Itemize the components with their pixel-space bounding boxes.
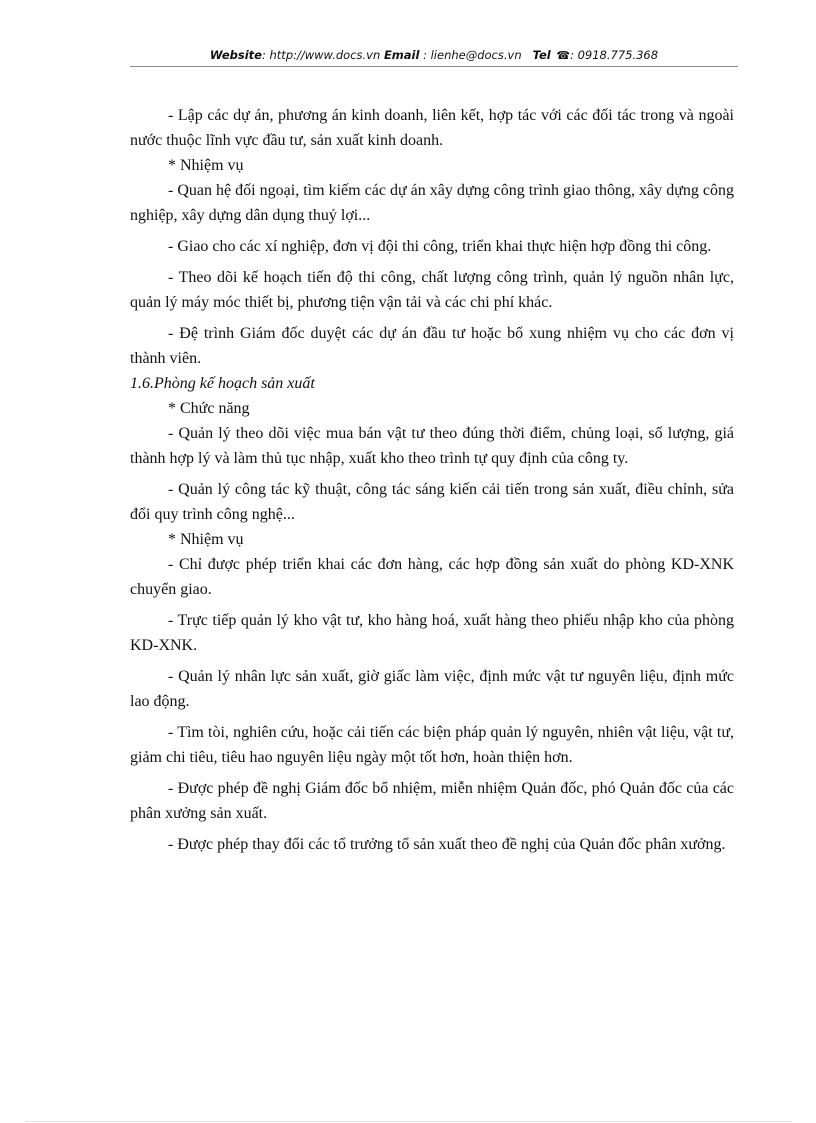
paragraph: - Quan hệ đối ngoại, tìm kiếm các dự án xây dựng công trình giao thông, xây dựng công nghiệp, xây dựng dân dụng thuỷ lợi... [130,182,734,224]
paragraph: - Quản lý công tác kỹ thuật, công tác sáng kiến cải tiến trong sản xuất, điều chỉnh, sửa đổi quy trình công nghệ... [130,481,734,523]
paragraph: - Quản lý nhân lực sản xuất, giờ giấc làm việc, định mức vật tư nguyên liệu, định mức lao động. [130,668,734,710]
document-body [130,103,734,863]
email-address[interactable]: : lienhe@docs.vn [419,48,522,62]
paragraph: - Chỉ được phép triển khai các đơn hàng, các hợp đồng sản xuất do phòng KD-XNK chuyển giao. [130,556,734,598]
paragraph: - Quản lý theo dõi việc mua bán vật tư theo đúng thời điểm, chủng loại, số lượng, giá thành hợp lý và làm thủ tục nhập, xuất kho theo trình tự quy định của công ty. [130,425,734,467]
paragraph: - Lập các dự án, phương án kinh doanh, liên kết, hợp tác với các đối tác trong và ngoài nước thuộc lĩnh vực đầu tư, sản xuất kinh doanh. [130,107,734,149]
paragraph: - Tìm tòi, nghiên cứu, hoặc cải tiến các biện pháp quản lý nguyên, nhiên vật liệu, vật tư, giảm chi tiêu, tiêu hao nguyên liệu ngày một tốt hơn, hoàn thiện hơn. [130,724,734,766]
email-label: Email [383,48,420,62]
header-divider [130,66,738,67]
paragraph: - Giao cho các xí nghiệp, đơn vị đội thi công, triển khai thực hiện hợp đồng thi công. [168,238,712,255]
task-heading: * Nhiệm vụ [168,531,244,548]
page-bottom-border [25,1121,791,1122]
section-heading: 1.6.Phòng kế hoạch sản xuất [130,375,315,392]
website-url[interactable]: : http://www.docs.vn [261,48,381,62]
paragraph: - Trực tiếp quản lý kho vật tư, kho hàng hoá, xuất hàng theo phiếu nhập kho của phòng KD-XNK. [130,612,734,654]
paragraph: - Được phép thay đổi các tổ trưởng tổ sản xuất theo đề nghị của Quản đốc phân xưởng. [168,836,726,853]
task-heading: * Nhiệm vụ [168,157,244,174]
page-header [130,48,738,62]
tel-number: : 0918.775.368 [570,48,659,62]
phone-icon: ☎ [556,49,571,62]
paragraph: - Đệ trình Giám đốc duyệt các dự án đầu tư hoặc bổ xung nhiệm vụ cho các đơn vị thành viên. [130,325,734,367]
function-heading: * Chức năng [168,400,250,417]
paragraph: - Theo dõi kế hoạch tiến độ thi công, chất lượng công trình, quản lý nguồn nhân lực, quản lý máy móc thiết bị, phương tiện vận tải và các chi phí khác. [130,269,734,311]
website-label: Website [209,48,262,62]
tel-label: Tel [532,48,551,62]
paragraph: - Được phép đề nghị Giám đốc bổ nhiệm, miễn nhiệm Quản đốc, phó Quản đốc của các phân xưởng sản xuất. [130,780,734,822]
